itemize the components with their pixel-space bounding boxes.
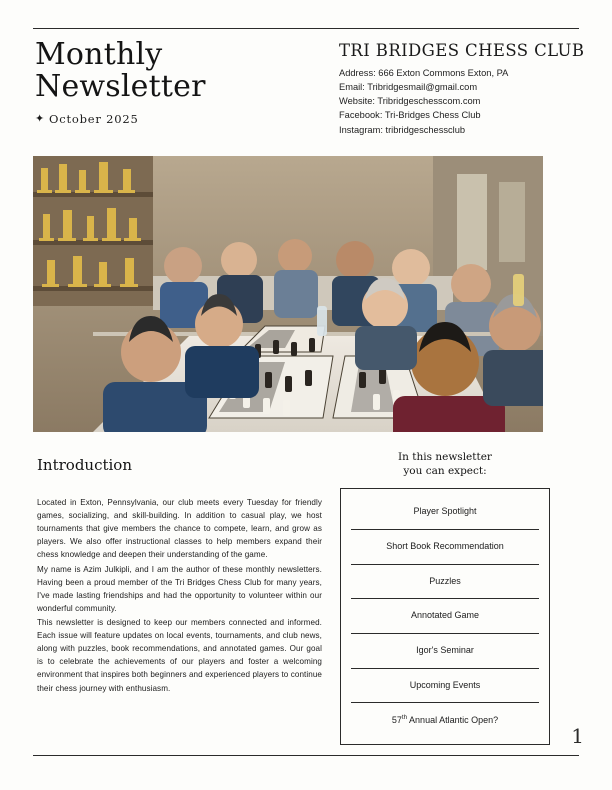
newsletter-title-line2: Newsletter xyxy=(35,69,206,105)
club-contact-instagram: Instagram: tribridgeschessclub xyxy=(339,124,466,135)
toc-atlantic-open-ordinal: th xyxy=(401,714,408,722)
page-body xyxy=(33,450,579,745)
page-title: Introduction xyxy=(37,456,132,474)
page-number: 1 xyxy=(571,724,584,748)
toc-item-annotated-game[interactable]: Annotated Game xyxy=(351,599,539,634)
intro-paragraph-3: This newsletter is designed to keep our members connected and informed. Each issue will feature updates on local events, tournaments, and club news, along with puzzles, book recommendations, and annotated games. Our goal is to celebrate the achievements of our players and foster a welcoming environment that inspires both beginners and experienced players to continue their chess journey with enthusiasm. xyxy=(37,617,322,693)
club-contact-website: Website: Tribridgeschesscom.com xyxy=(339,96,481,107)
intro-paragraph-2: My name is Azim Julkipli, and I am the author of these monthly newsletters. Having been a proud member of the Tri Bridges Chess Club for many years, I've made lasting friendships and had the opportunity to volunteer within our wonderful community. xyxy=(37,564,322,613)
issue-date: October 2025 xyxy=(49,111,139,126)
toc-item-igors-seminar[interactable]: Igor's Seminar xyxy=(351,634,539,669)
toc-item-upcoming-events[interactable]: Upcoming Events xyxy=(351,669,539,704)
toc-item-atlantic-open[interactable] xyxy=(351,703,539,738)
toc-heading xyxy=(340,450,550,478)
toc-column xyxy=(340,450,550,745)
club-name: TRI BRIDGES CHESS CLUB xyxy=(339,41,585,60)
introduction-column xyxy=(33,450,322,745)
toc-heading-line2: you can expect: xyxy=(403,465,487,478)
toc-atlantic-open-number: 57 xyxy=(391,715,402,726)
club-contact-address: Address: 666 Exton Commons Exton, PA xyxy=(339,68,509,78)
hero-photo xyxy=(33,156,543,432)
toc-box xyxy=(340,488,550,745)
intro-paragraph-1: Located in Exton, Pennsylvania, our club meets every Tuesday for friendly games, socializing, and skill-building. In addition to casual play, we host tournaments that give members the chance to compete, learn, and grow as players. We also offer instructional classes to help members expand their chess knowledge and deepen their understanding of the game. xyxy=(37,498,322,560)
club-info xyxy=(339,39,585,137)
toc-item-book-recommendation[interactable]: Short Book Recommendation xyxy=(351,530,539,565)
toc-atlantic-open-rest: Annual Atlantic Open? xyxy=(407,715,499,726)
toc-item-player-spotlight[interactable]: Player Spotlight xyxy=(351,495,539,530)
newsletter-title-line1: Monthly xyxy=(35,37,163,72)
toc-item-puzzles[interactable]: Puzzles xyxy=(351,565,539,600)
four-point-star-icon: ✦ xyxy=(35,112,46,126)
issue-date-row xyxy=(35,112,325,126)
masthead xyxy=(33,39,325,126)
page-header xyxy=(33,28,585,137)
club-contact-email: Email: Tribridgesmail@gmail.com xyxy=(339,82,478,93)
club-contact-facebook: Facebook: Tri-Bridges Chess Club xyxy=(339,110,481,121)
footer-divider xyxy=(33,755,579,756)
toc-heading-line1: In this newsletter xyxy=(398,451,492,463)
club-contact-list xyxy=(339,66,579,137)
